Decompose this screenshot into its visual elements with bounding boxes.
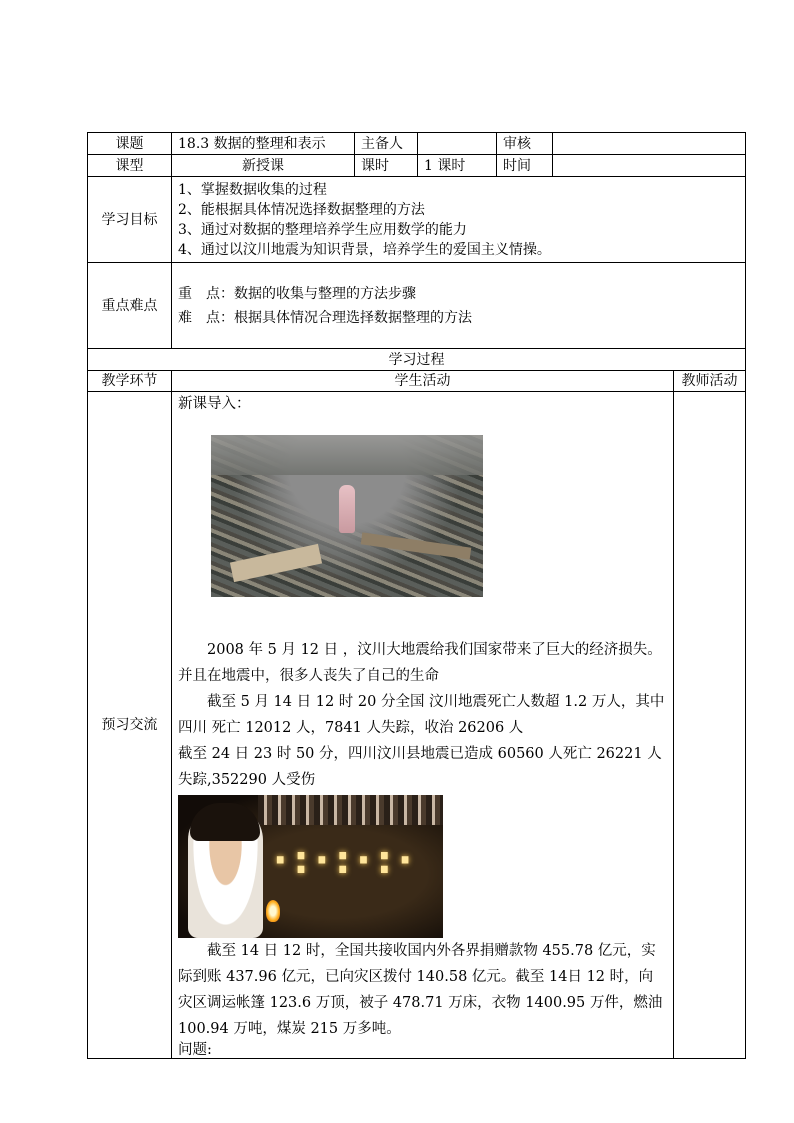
- time-value: [553, 155, 746, 177]
- goal-item: 1、掌握数据收集的过程: [178, 181, 327, 198]
- focus-label: 重点难点: [88, 263, 172, 349]
- question-label: 问题:: [178, 1042, 212, 1058]
- teacher-activity-cell: [674, 392, 746, 1059]
- difficult-point: 难 点：根据具体情况合理选择数据整理的方法: [178, 309, 472, 326]
- type-label: 课型: [88, 155, 172, 177]
- goals-label: 学习目标: [88, 177, 172, 263]
- hours-value: 1 课时: [418, 155, 497, 177]
- paragraph-casualties-14: 截至 5 月 14 日 12 时 20 分全国 汶川地震死亡人数超 1.2 万人，其中四川 死亡 12012 人，7841 人失踪，收治 26206 人: [178, 694, 665, 736]
- paragraph-economic-loss: 2008 年 5 月 12 日 ，汶川大地震给我们国家带来了巨大的经济损失。并且在地震中，很多人丧失了自己的生命: [178, 642, 662, 684]
- stage-cell: 预习交流: [88, 392, 172, 1059]
- col-teacher-header: 教师活动: [674, 371, 746, 392]
- preparer-label: 主备人: [355, 133, 418, 155]
- col-student-header: 学生活动: [172, 371, 674, 392]
- topic-label: 课题: [88, 133, 172, 155]
- lesson-plan-table: [87, 132, 746, 1059]
- key-point: 重 点：数据的收集与整理的方法步骤: [178, 285, 416, 302]
- reviewer-value: [553, 133, 746, 155]
- type-value: 新授课: [172, 155, 355, 177]
- goal-item: 2、能根据具体情况选择数据整理的方法: [178, 201, 425, 218]
- paragraph-casualties-24: 截至 24 日 23 时 50 分，四川汶川县地震已造成 60560 人死亡 26221 人失踪,352290 人受伤: [178, 746, 662, 788]
- hours-label: 课时: [355, 155, 418, 177]
- paragraph-donations: 截至 14 日 12 时，全国共接收国内外各界捐赠款物 455.78 亿元，实际到账 437.96 亿元，已向灾区拨付 140.58 亿元。截至 14日 12 时，向灾区调运帐篷 123.6 万顶，被子 478.71 万床，衣物 1400.95 万件，燃油 100.94 万吨，煤炭 215 万多吨。: [178, 943, 663, 1037]
- process-title: 学习过程: [88, 349, 746, 371]
- earthquake-ruins-photo: [211, 435, 483, 597]
- preparer-value: [418, 133, 497, 155]
- goals-list: [172, 177, 746, 263]
- reviewer-label: 审核: [497, 133, 553, 155]
- time-label: 时间: [497, 155, 553, 177]
- goal-item: 4、通过以汶川地震为知识背景，培养学生的爱国主义情操。: [178, 241, 551, 258]
- focus-content: [172, 263, 746, 349]
- col-stage-header: 教学环节: [88, 371, 172, 392]
- candlelight-vigil-photo: ·:·:·:·: [178, 795, 443, 938]
- intro-heading: 新课导入：: [178, 396, 251, 412]
- goal-item: 3、通过对数据的整理培养学生应用数学的能力: [178, 221, 467, 238]
- topic-value: 18.3 数据的整理和表示: [172, 133, 355, 155]
- student-activity-cell: [172, 392, 674, 1059]
